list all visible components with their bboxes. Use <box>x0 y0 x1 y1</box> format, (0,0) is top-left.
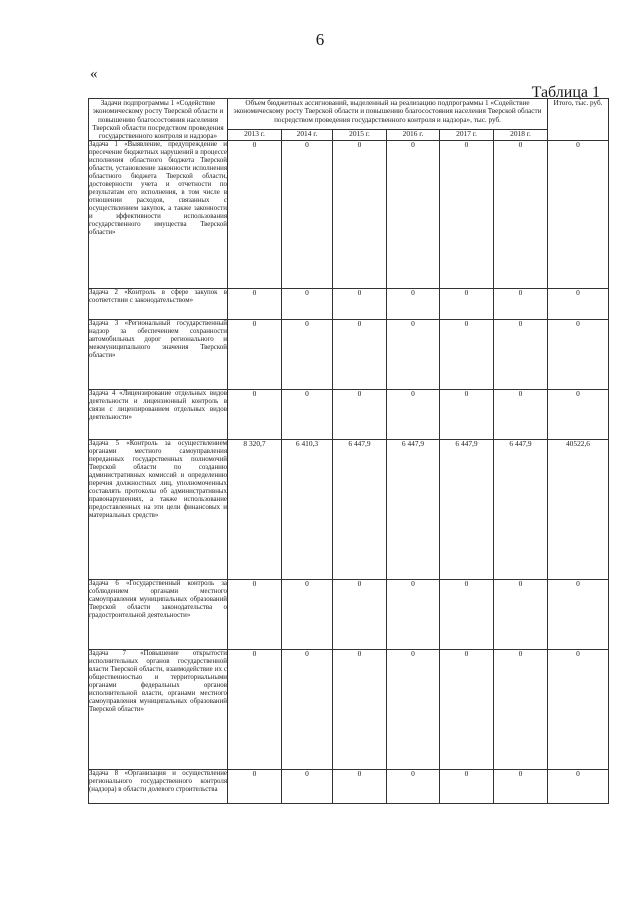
value-cell: 0 <box>494 650 548 770</box>
value-cell: 0 <box>387 580 440 650</box>
value-cell: 0 <box>282 289 333 320</box>
value-cell: 0 <box>228 580 282 650</box>
total-cell: 0 <box>548 320 609 390</box>
value-cell: 0 <box>387 650 440 770</box>
header-year: 2014 г. <box>282 129 333 140</box>
value-cell: 0 <box>440 289 494 320</box>
value-cell: 0 <box>440 320 494 390</box>
table-row <box>89 770 609 804</box>
value-cell: 0 <box>282 320 333 390</box>
task-cell: Задача 8 «Организация и осуществление регионального государственного контроля (надзора) в области долевого строительства <box>89 770 228 804</box>
value-cell: 0 <box>440 770 494 804</box>
value-cell: 6 447,9 <box>494 440 548 580</box>
total-cell: 0 <box>548 770 609 804</box>
value-cell: 0 <box>387 320 440 390</box>
value-cell: 0 <box>494 770 548 804</box>
value-cell: 0 <box>228 390 282 440</box>
table-row <box>89 440 609 580</box>
task-cell: Задача 6 «Государственный контроль за соблюдением органами местного самоуправления муниципальных образований Тверской области законодательства о градостроительной деятельности» <box>89 580 228 650</box>
task-cell: Задача 1 «Выявление, предупреждение и пресечение бюджетных нарушений в процессе исполнения областного бюджета Тверской области, установление законности исполнения областного бюджета Тверской области, достоверности учета и отчетности по результатам его исполнения, в том числе в отношении расходов, связанных с осуществлением закупок, а также законности и эффективности использования государственного имущества Тверской области» <box>89 141 228 289</box>
header-year: 2015 г. <box>333 129 387 140</box>
value-cell: 0 <box>282 770 333 804</box>
table-label: Таблица 1 <box>531 84 600 101</box>
value-cell: 0 <box>494 390 548 440</box>
value-cell: 0 <box>440 650 494 770</box>
value-cell: 6 410,3 <box>282 440 333 580</box>
value-cell: 0 <box>228 289 282 320</box>
value-cell: 0 <box>282 580 333 650</box>
task-cell: Задача 4 «Лицензирование отдельных видов деятельности и лицензионный контроль в связи с лицензированием отдельных видов деятельности» <box>89 390 228 440</box>
header-year: 2017 г. <box>440 129 494 140</box>
page-number: 6 <box>315 30 325 49</box>
table-row <box>89 320 609 390</box>
total-cell: 40522,6 <box>548 440 609 580</box>
value-cell: 0 <box>333 141 387 289</box>
table-row <box>89 390 609 440</box>
value-cell: 0 <box>333 390 387 440</box>
table-row <box>89 580 609 650</box>
header-task-column: Задачи подпрограммы 1 «Содействие экономическому росту Тверской области и повышению благосостояния населения Тверской области посредством проведения государственного контроля и надзора» <box>89 99 228 141</box>
total-cell: 0 <box>548 141 609 289</box>
table-row <box>89 141 609 289</box>
value-cell: 8 320,7 <box>228 440 282 580</box>
value-cell: 0 <box>494 320 548 390</box>
value-cell: 0 <box>440 580 494 650</box>
total-cell: 0 <box>548 390 609 440</box>
task-cell: Задача 3 «Региональный государственный надзор за обеспечением сохранности автомобильных дорог регионального и межмуниципального значения Тверской области» <box>89 320 228 390</box>
task-cell: Задача 2 «Контроль в сфере закупок в соответствии с законодательством» <box>89 289 228 320</box>
value-cell: 0 <box>228 141 282 289</box>
value-cell: 0 <box>228 770 282 804</box>
value-cell: 0 <box>387 141 440 289</box>
value-cell: 6 447,9 <box>440 440 494 580</box>
header-year: 2018 г. <box>494 129 548 140</box>
header-volume-column: Объем бюджетных ассигнований, выделенный на реализацию подпрограммы 1 «Содействие экономическому росту Тверской области и повышению благосостояния населения Тверской области посредством проведения государственного контроля и надзора», тыс. руб. <box>228 99 548 130</box>
header-row <box>89 99 609 130</box>
header-year: 2013 г. <box>228 129 282 140</box>
value-cell: 0 <box>282 390 333 440</box>
value-cell: 6 447,9 <box>333 440 387 580</box>
value-cell: 0 <box>494 141 548 289</box>
total-cell: 0 <box>548 289 609 320</box>
value-cell: 0 <box>228 650 282 770</box>
opening-quote: « <box>90 66 98 82</box>
total-cell: 0 <box>548 580 609 650</box>
value-cell: 0 <box>333 320 387 390</box>
value-cell: 0 <box>387 390 440 440</box>
value-cell: 0 <box>228 320 282 390</box>
value-cell: 0 <box>387 770 440 804</box>
value-cell: 0 <box>387 289 440 320</box>
header-year: 2016 г. <box>387 129 440 140</box>
task-cell: Задача 5 «Контроль за осуществлением органами местного самоуправления переданных государственных полномочий Тверской области по созданию административных комиссий и определению перечня должностных лиц, уполномоченных составлять протоколы об административных правонарушениях, а также использование предоставленных на эти цели финансовых и материальных средств» <box>89 440 228 580</box>
table-row <box>89 650 609 770</box>
task-cell: Задача 7 «Повышение открытости исполнительных органов государственной власти Тверской области, взаимодействие их с общественностью и территориальными органами федеральных органов исполнительной власти, органами местного самоуправления муниципальных образований Тверской области» <box>89 650 228 770</box>
value-cell: 0 <box>440 390 494 440</box>
value-cell: 0 <box>333 770 387 804</box>
budget-table <box>88 98 609 804</box>
value-cell: 0 <box>282 650 333 770</box>
value-cell: 0 <box>333 289 387 320</box>
header-total-column: Итого, тыс. руб. <box>548 99 609 141</box>
total-cell: 0 <box>548 650 609 770</box>
value-cell: 0 <box>494 580 548 650</box>
value-cell: 0 <box>333 580 387 650</box>
table-row <box>89 289 609 320</box>
value-cell: 0 <box>494 289 548 320</box>
value-cell: 0 <box>282 141 333 289</box>
value-cell: 0 <box>333 650 387 770</box>
value-cell: 6 447,9 <box>387 440 440 580</box>
value-cell: 0 <box>440 141 494 289</box>
